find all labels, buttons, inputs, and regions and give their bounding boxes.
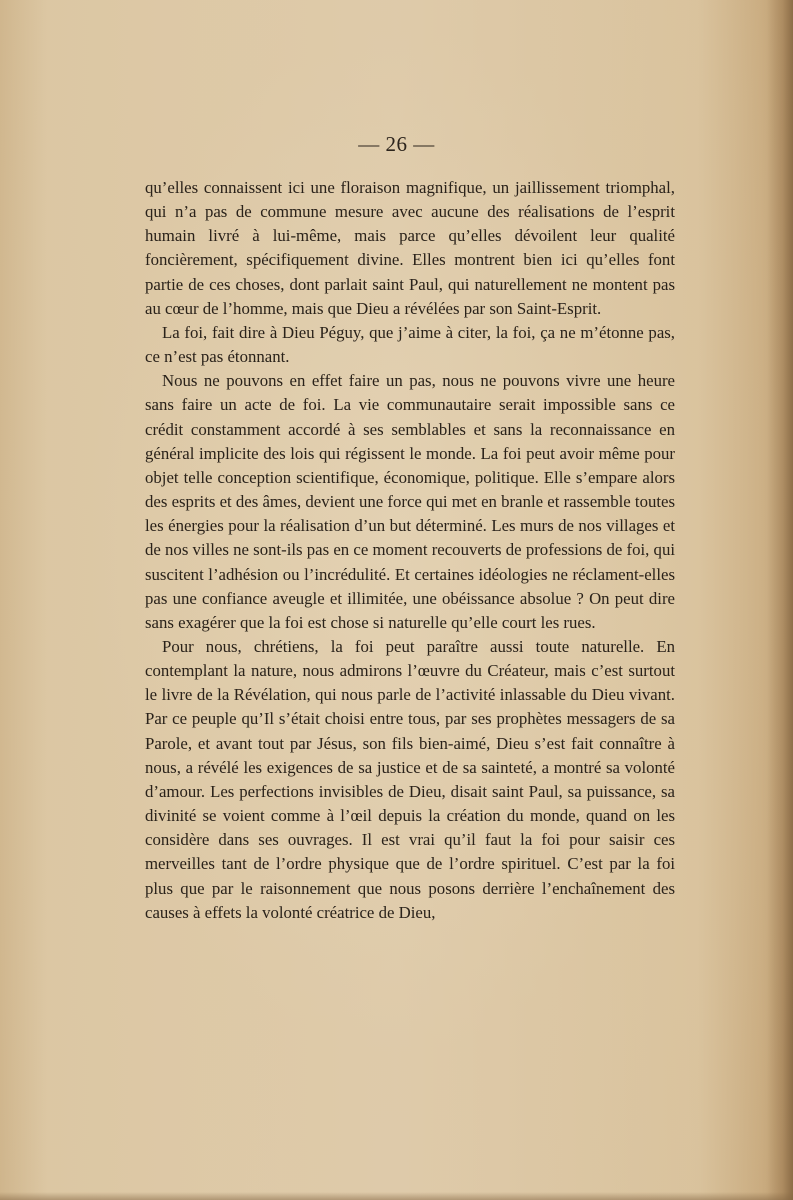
page-edge-shadow — [767, 0, 793, 1200]
paragraph-4: Pour nous, chrétiens, la foi peut paraître aussi toute naturelle. En contemplant la nature, nous admirons l’œuvre du Créateur, mais c’est surtout le livre de la Révélation, qui nous parle de l’activité inlassable du Dieu vivant. Par ce peuple qu’Il s’était choisi entre tous, par ses prophètes messagers de sa Parole, et avant tout par Jésus, son fils bien-aimé, Dieu s’est fait connaître à nous, a révélé les exigences de sa justice et de sa sainteté, a montré sa volonté d’amour. Les perfections invisibles de Dieu, disait saint Paul, sa puissance, sa divinité se voient comme à l’œil depuis la création du monde, quand on les considère dans ses ouvrages. Il est vrai qu’il faut la foi pour saisir ces merveilles tant de l’ordre physique que de l’ordre spirituel. C’est par la foi plus que par le raisonnement que nous posons derrière l’enchaînement des causes à effets la volonté créatrice de Dieu, — [145, 636, 675, 922]
page-bottom-edge — [0, 1192, 793, 1200]
body-text — [145, 176, 675, 925]
paragraph-3: Nous ne pouvons en effet faire un pas, nous ne pouvons vivre une heure sans faire un acte de foi. La vie communautaire serait impossible sans ce crédit constamment accordé à ses semblables et sans la reconnaissance en général implicite des lois qui régissent le monde. La foi peut avoir même pour objet telle conception scientifique, économique, politique. Elle s’empare alors des esprits et des âmes, devient une force qui met en branle et rassemble toutes les énergies pour la réalisation d’un but déterminé. Les murs de nos villages et de nos villes ne sont-ils pas en ce moment recouverts de professions de foi, qui suscitent l’adhésion ou l’incrédulité. Et certaines idéologies ne réclament-elles pas une confiance aveugle et illimitée, une obéissance absolue ? On peut dire sans exagérer que la foi est chose si naturelle qu’elle court les rues. — [145, 371, 675, 632]
paragraph-2: La foi, fait dire à Dieu Péguy, que j’aime à citer, la foi, ça ne m’étonne pas, ce n’est pas étonnant. — [145, 322, 675, 367]
paragraph-1: qu’elles connaissent ici une floraison magnifique, un jaillissement triomphal, qui n’a pas de commune mesure avec aucune des réalisations de l’esprit humain livré à lui-même, mais parce qu’elles dévoilent leur qualité foncièrement, spécifiquement divine. Elles montrent bien ici qu’elles font partie de ces choses, dont parlait saint Paul, qui naturellement ne montent pas au cœur de l’homme, mais que Dieu a révélées par son Saint-Esprit. — [145, 178, 675, 318]
page-number: — 26 — — [358, 132, 435, 156]
